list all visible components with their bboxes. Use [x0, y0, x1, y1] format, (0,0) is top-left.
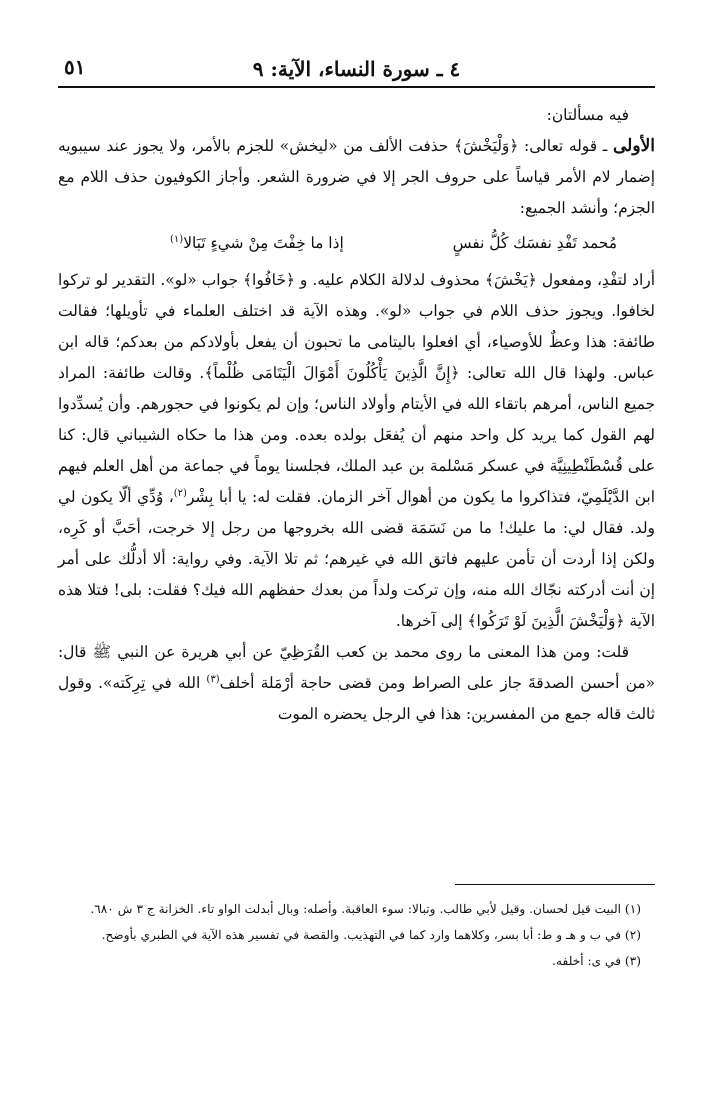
verse-second-hemistich	[170, 228, 344, 259]
footnote-2: (٢) في ب و هـ و ط: أبا بسر، وكلاهما وارد كما في التهذيب. والقصة في تفسير هذه الآية في الطبري بأوضح.	[101, 928, 641, 942]
main-text	[58, 100, 655, 730]
footnote-marker: (٢)	[173, 487, 187, 499]
paragraph-text: ـ قوله تعالى: ﴿وَلْيَخْشَ﴾ حذفت الألف من «ليخش» للجزم بالأمر، ولا يجوز عند سيبويه إضمار لام الأمر قياساً على حروف الجر إلا في ضرورة الشعر. وأجاز الكوفيون حذف اللام مع الجزم؛ وأنشد الجميع:	[58, 137, 655, 217]
footnote-1: (١) البيت قيل لحسان. وقيل لأبي طالب. وتبالا: سوء العاقبة. وأصله: وبال أبدلت الواو تاء. الخزانة ج ٣ ش ٦٨٠.	[90, 902, 641, 916]
paragraph-interpretations	[58, 265, 655, 637]
verse-second-text: إذا ما خِفْتَ مِنْ شيءٍ تَبَالا	[183, 234, 344, 252]
paragraph-text: أراد لتفْدِ، ومفعول ﴿يَخْشَ﴾ محذوف لدلالة الكلام عليه. و ﴿خَافُوا﴾ جواب «لو». التقدير لو تركوا لخافوا. ويجوز حذف اللام في جواب «لو». وهذه الآية قد اختلف العلماء في تأويلها؛ فقالت طائفة: هذا وعظٌ للأوصياء، أي افعلوا باليتامى ما تحبون أن يفعل بأولادكم من بعدكم؛ قاله ابن عباس. ولهذا قال الله تعالى: ﴿إِنَّ الَّذِينَ يَأْكُلُونَ أَمْوَالَ الْيَتَامَى ظُلْماً﴾. وقالت طائفة: المراد جميع الناس، أمرهم باتقاء الله في الأيتام وأولاد الناس؛ وإن لم يكونوا في حجورهم. وأن يُسدِّدوا لهم القول كما يريد كل واحد منهم أن يُفعَل بولده بعده. ومن هذا ما حكاه الشيباني قال: كنا على قُسْطَنْطِينِيَّة في عسكر مَسْلمة بن عبد الملك، فجلسنا يوماً في جماعة من أهل العلم فيهم ابن الدَّيْلَمِيّ، فتذاكروا ما يكون من أهوال آخر الزمان. فقلت له: يا أبا بِشْر	[58, 271, 655, 506]
intro-line: فيه مسألتان:	[546, 106, 629, 124]
page-number: ٥١	[64, 55, 86, 79]
footnote-divider	[455, 884, 655, 885]
issue-heading: الأولى	[613, 136, 655, 156]
header-title: ٤ ـ سورة النساء، الآية: ٩	[252, 57, 461, 81]
footnote-marker: (٣)	[206, 673, 220, 685]
paragraph-text: ، وُدِّي ألّا يكون لي ولد. فقال لي: ما عليك! ما من نَسَمَة قضى الله بخروجها من رجل إلا خرجت، أحَبَّ أو كَرِه، ولكن إذا أردت أن تأمن عليهم فاتق الله في غيرهم؛ ثم تلا الآية. وفي رواية: ألا أدلُّك على أمر إن أنت أدركته نجّاك الله منه، وإن تركت ولداً من بعدك حفظهم الله فيك؟ فقلت: بلى! فتلا هذه الآية ﴿وَلْيَخْشَ الَّذِينَ لَوْ تَرَكُوا﴾ إلى آخرها.	[58, 488, 655, 630]
running-header	[58, 52, 655, 88]
verse-first-hemistich: مُحمد تَفْدِ نفسَك كُلُّ نفسٍ	[452, 234, 617, 252]
paragraph-hadith	[58, 637, 655, 730]
paragraph-text: قلت: ومن هذا المعنى ما روى محمد بن كعب القُرَظِيّ عن أبي هريرة عن النبي ﷺ قال: «من أحسن الصدقةَ جاز على الصراط ومن قضى حاجة أرْمَلة أخلف	[58, 643, 655, 692]
footnote-3: (٣) في ى: أخلفه.	[552, 954, 641, 968]
paragraph-first-issue	[58, 131, 655, 224]
footnote-marker: (١)	[170, 233, 184, 245]
poetry-verse	[58, 224, 655, 265]
paragraph-text: الله في تِرِكَته». وقول ثالث قاله جمع من المفسرين: هذا في الرجل يحضره الموت	[58, 674, 655, 723]
footnotes	[58, 896, 655, 974]
